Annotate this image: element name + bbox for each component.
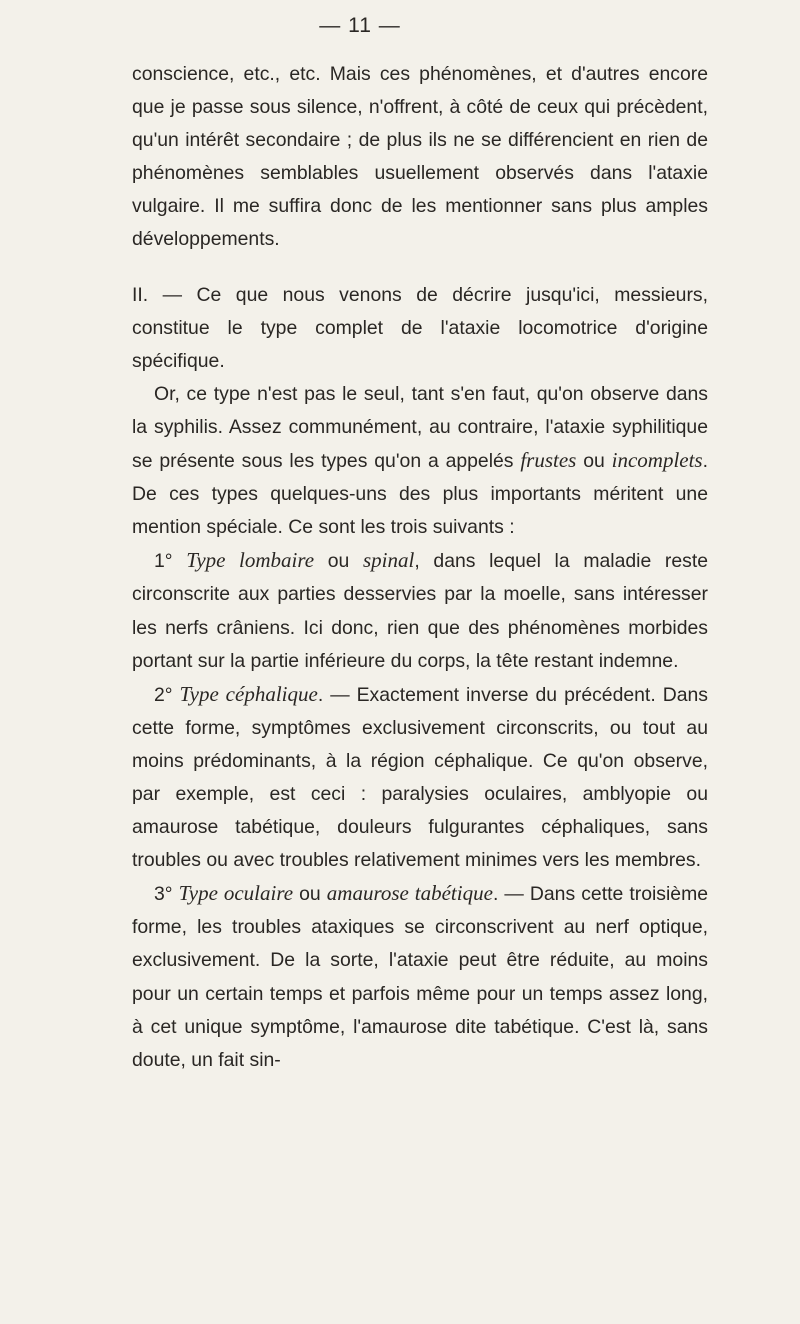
italic-text: Type lombaire	[186, 548, 315, 573]
text-run: ou	[314, 550, 363, 573]
text-run: ou	[293, 883, 327, 906]
paragraph	[132, 877, 708, 1077]
italic-text: frustes	[520, 448, 577, 473]
text-run: ou	[576, 450, 612, 473]
text-run: . — Dans cette troisième forme, les troubles ataxiques se circonscrivent au nerf optique, exclusivement. De la sorte, l'ataxie peut être réduite, au moins pour un certain temps et parfois même pour un temps assez long, à cet unique symptôme, l'amaurose dite tabétique. C'est là, sans doute, un fait sin-	[132, 883, 709, 1071]
page-number: — 11 —	[319, 14, 401, 37]
text-run: . — Exactement inverse du précédent. Dans cette forme, symptômes exclusivement circonscrits, ou tout au moins prédominants, à la région céphalique. Ce qu'on observe, par exemple, est ceci : paralysies oculaires, amblyopie ou amaurose tabétique, douleurs fulgurantes céphaliques, sans troubles ou avec troubles relativement minimes vers les membres.	[132, 683, 708, 872]
text-run: conscience, etc., etc. Mais ces phénomènes, et d'autres encore que je passe sous silence, n'offrent, à côté de ceux qui précèdent, qu'un intérêt secondaire ; de plus ils ne se différencient en rien de phénomènes semblables usuellement observés dans l'ataxie vulgaire. Il me suffira donc de les mentionner sans plus amples développements.	[132, 63, 708, 251]
italic-text: amaurose tabétique	[326, 881, 493, 906]
paragraph	[132, 544, 708, 677]
paragraph	[132, 58, 708, 257]
italic-text: Type oculaire	[178, 881, 294, 906]
italic-text: spinal	[363, 548, 415, 573]
text-run: 3°	[154, 883, 179, 906]
italic-text: Type céphalique	[179, 681, 318, 706]
paragraph	[132, 378, 708, 544]
paragraph-gap	[132, 257, 708, 279]
paragraph	[132, 279, 708, 378]
text-run: Or, ce type n'est pas le seul, tant s'en faut, qu'on observe dans la syphilis. Assez communément, au contraire, l'ataxie syphilitique se présente sous les types qu'on a appelés	[132, 382, 708, 473]
italic-text: incomplets	[611, 448, 703, 473]
text-run: , dans lequel la maladie reste circonscrite aux parties desservies par la moelle, sans intéresser les nerfs crâniens. Ici donc, rien que des phénomènes morbides portant sur la partie inférieure du corps, la tête restant indemne.	[132, 550, 709, 672]
text-run: 1°	[154, 550, 187, 573]
text-run: . De ces types quelques-uns des plus importants méritent une mention spéciale. Ce sont les trois suivants :	[132, 450, 708, 539]
paragraph	[132, 678, 708, 878]
body-text	[132, 58, 708, 1077]
text-run: II. — Ce que nous venons de décrire jusqu'ici, messieurs, constitue le type complet de l'ataxie locomotrice d'origine spécifique.	[132, 283, 708, 372]
text-run: 2°	[154, 683, 180, 706]
